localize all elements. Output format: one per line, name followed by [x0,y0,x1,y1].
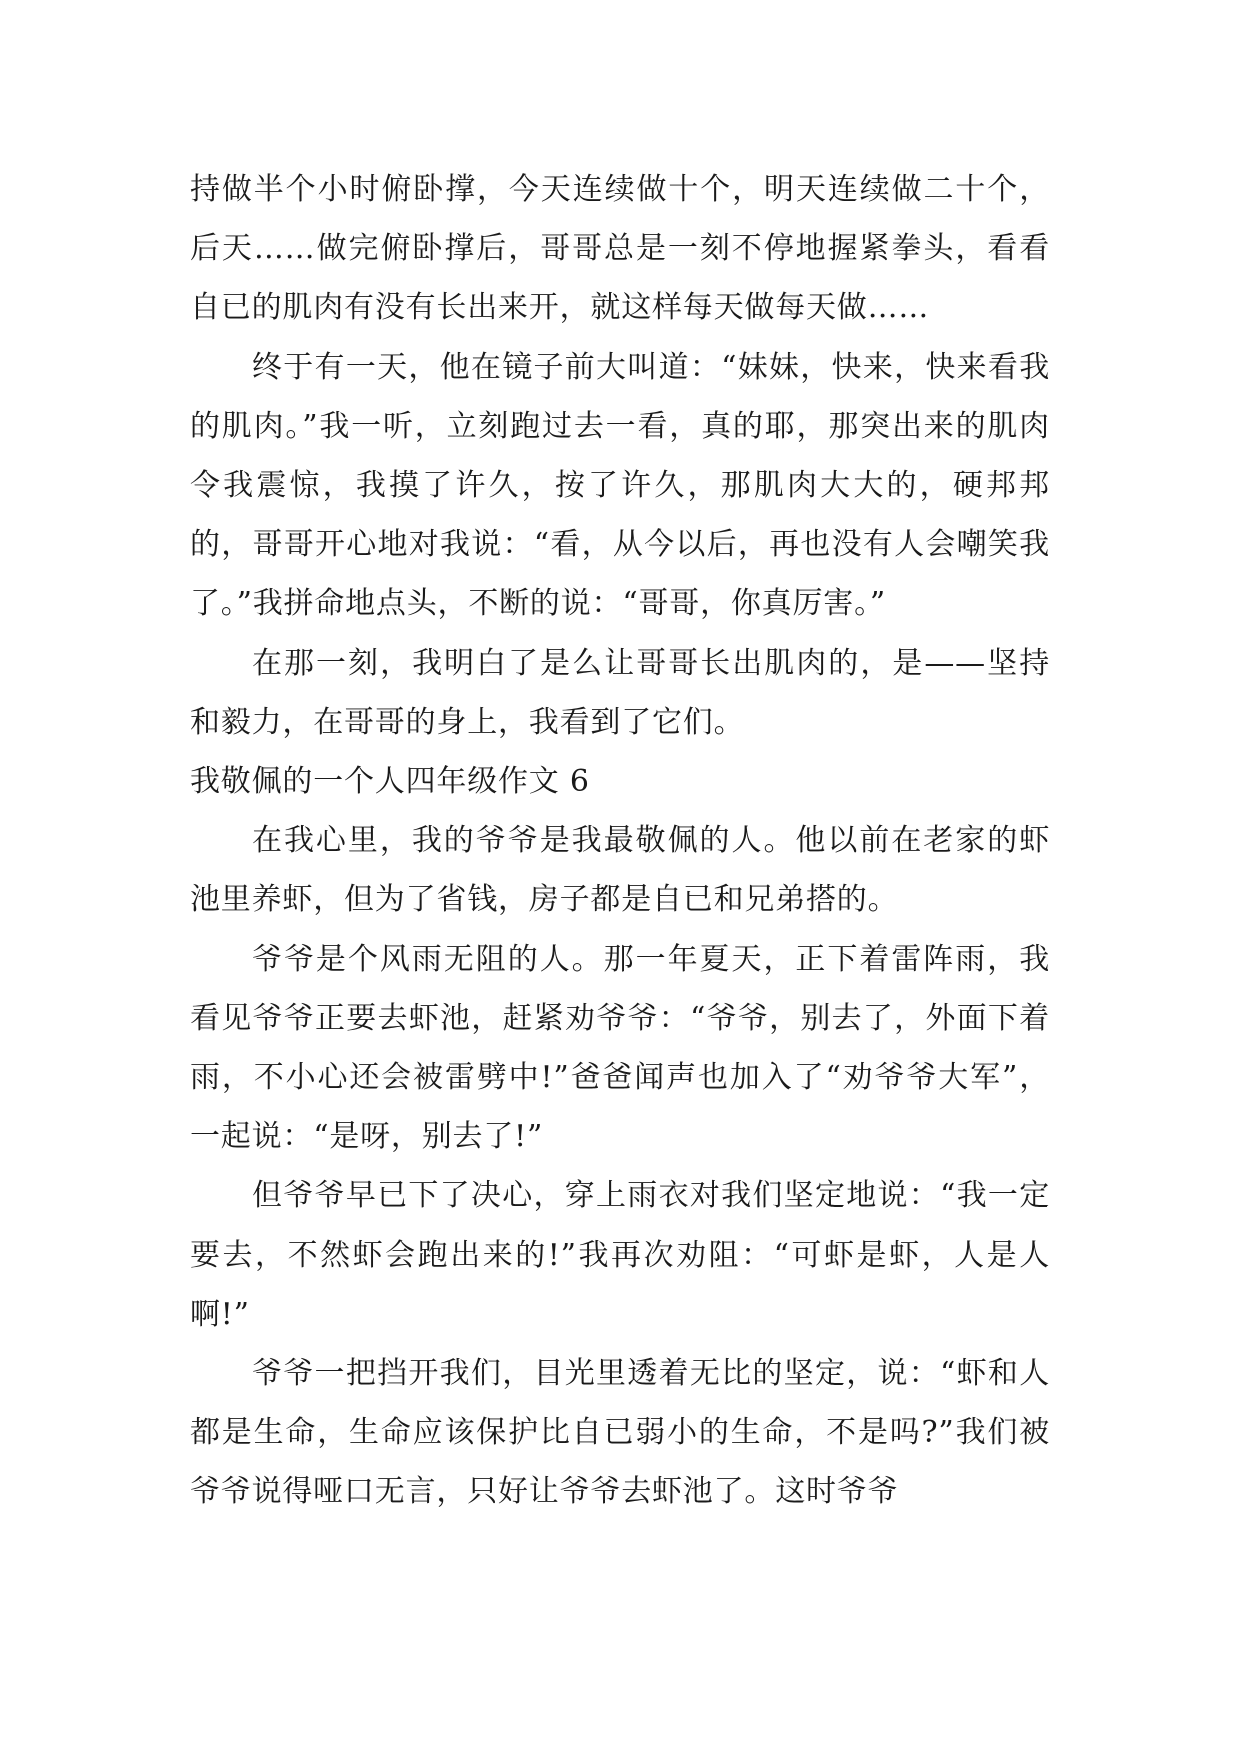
paragraph-2: 终于有一天，他在镜子前大叫道：“妹妹，快来，快来看我的肌肉。”我一听，立刻跑过去一看，真的耶，那突出来的肌肉令我震惊，我摸了许久，按了许久，那肌肉大大的，硬邦邦的，哥哥开心地对我说：“看，从今以后，再也没有人会嘲笑我了。”我拼命地点头，不断的说：“哥哥，你真厉害。” [190,349,1050,622]
paragraph-5: 爷爷是个风雨无阻的人。那一年夏天，正下着雷阵雨，我看见爷爷正要去虾池，赶紧劝爷爷：“爷爷，别去了，外面下着雨，不小心还会被雷劈中!”爸爸闻声也加入了“劝爷爷大军”，一起说：“是呀，别去了!” [190,941,1050,1155]
paragraph-6: 但爷爷早已下了决心，穿上雨衣对我们坚定地说：“我一定要去，不然虾会跑出来的!”我再次劝阻：“可虾是虾，人是人啊!” [190,1178,1050,1332]
paragraph-4: 在我心里，我的爷爷是我最敬佩的人。他以前在老家的虾池里养虾，但为了省钱，房子都是自已和兄弟搭的。 [190,823,1050,918]
paragraph-7: 爷爷一把挡开我们，目光里透着无比的坚定，说：“虾和人都是生命，生命应该保护比自已弱小的生命，不是吗?”我们被爷爷说得哑口无言，只好让爷爷去虾池了。这时爷爷 [190,1356,1050,1510]
paragraph-1: 持做半个小时俯卧撑，今天连续做十个，明天连续做二十个，后天……做完俯卧撑后，哥哥总是一刻不停地握紧拳头，看看自已的肌肉有没有长出来开，就这样每天做每天做…… [190,172,1050,326]
document-body [190,160,1050,1522]
section-heading: 我敬佩的一个人四年级作文 6 [190,764,590,800]
paragraph-3: 在那一刻，我明白了是么让哥哥长出肌肉的，是——坚持和毅力，在哥哥的身上，我看到了它们。 [190,645,1050,740]
